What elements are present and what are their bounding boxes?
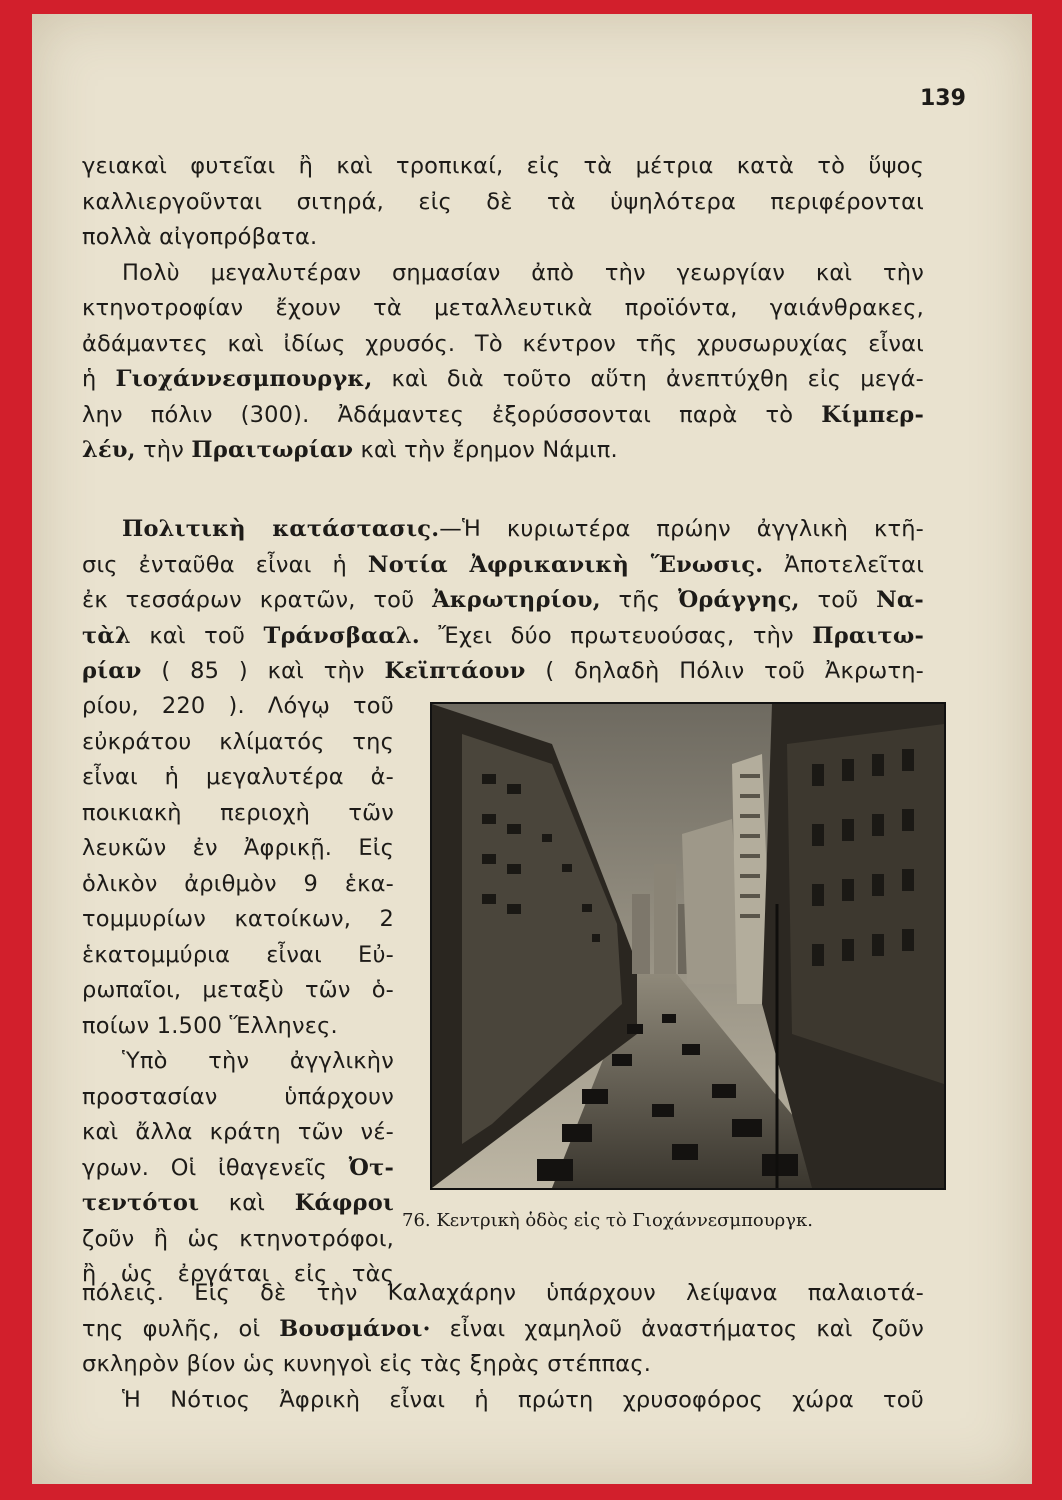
bold-term: λέυ, bbox=[82, 437, 136, 463]
text-line: ἐκ τεσσάρων κρατῶν, τοῦ Ἀκρωτηρίου, τῆς Ὀράγγης, τοῦ Να- bbox=[82, 587, 924, 613]
text-line: Ἡ Νότιος Ἀφρικὴ εἶναι ἡ πρώτη χρυσοφόρος χώρα τοῦ bbox=[122, 1386, 924, 1413]
bold-term: Κάφροι bbox=[294, 1190, 394, 1216]
text-line: ἢ ὡς ἐργάται εἰς τὰς bbox=[82, 1261, 394, 1287]
text-line: σκληρὸν βίον ὡς κυνηγοὶ εἰς τὰς ξηρὰς στέππας. bbox=[82, 1351, 652, 1377]
text-line: Πολὺ μεγαλυτέραν σημασίαν ἀπὸ τὴν γεωργίαν καὶ τὴν bbox=[122, 259, 924, 286]
text-line: εἶναι ἡ μεγαλυτέρα ἀ- bbox=[82, 764, 394, 790]
text-line: πολλὰ αἰγοπρόβατα. bbox=[82, 224, 318, 250]
bold-term: Ἀκρωτηρίου, bbox=[432, 587, 601, 613]
text-line: τομμυρίων κατοίκων, 2 bbox=[82, 906, 394, 932]
text-line: Πολιτικὴ κατάστασις.—Ἡ κυριωτέρα πρώην ἀγγλικὴ κτῆ- bbox=[122, 516, 925, 542]
bold-term: τεντότοι bbox=[82, 1190, 200, 1216]
text-line: κτηνοτροφίαν ἔχουν τὰ μεταλλευτικὰ προϊόντα, γαιάνθρακες, bbox=[82, 295, 924, 321]
text-line: ρίου, 220 ). Λόγῳ τοῦ bbox=[82, 693, 394, 719]
text-line: τεντότοι καὶ Κάφροι bbox=[82, 1190, 394, 1216]
text-block-bottom bbox=[82, 1276, 924, 1418]
text-line: ἀδάμαντες καὶ ἰδίως χρυσός. Τὸ κέντρον τῆς χρυσωρυχίας εἶναι bbox=[82, 330, 924, 357]
text-line: ζοῦν ἢ ὡς κτηνοτρόφοι, bbox=[82, 1225, 394, 1252]
bold-term: Τράνσβααλ. bbox=[263, 622, 420, 649]
bold-term: Ὀράγγης, bbox=[677, 587, 800, 613]
text-line: ποικιακὴ περιοχὴ τῶν bbox=[82, 799, 394, 826]
bold-term: Ὀτ- bbox=[348, 1154, 394, 1181]
text-line: της φυλῆς, οἱ Βουσμάνοι· εἶναι χαμηλοῦ ἀναστήματος καὶ ζοῦν bbox=[82, 1315, 924, 1342]
text-line: ἑκατομμύρια εἶναι Εὐ- bbox=[82, 941, 394, 968]
bold-term: Βουσμάνοι· bbox=[279, 1315, 431, 1342]
text-line: ποίων 1.500 Ἕλληνες. bbox=[82, 1012, 338, 1039]
bold-term: τὰλ bbox=[82, 622, 131, 649]
bold-term: ρίαν bbox=[82, 658, 142, 684]
bold-term: Κίμπερ- bbox=[821, 401, 924, 428]
text-line: γρων. Οἱ ἰθαγενεῖς Ὀτ- bbox=[82, 1154, 394, 1181]
section-heading: Πολιτικὴ κατάστασις. bbox=[122, 516, 440, 542]
street-photograph bbox=[430, 702, 946, 1190]
text-block-top bbox=[82, 149, 924, 469]
text-line: τὰλ καὶ τοῦ Τράνσβααλ. Ἔχει δύο πρωτευούσας, τὴν Πραιτω- bbox=[82, 622, 924, 649]
bold-term: Γιοχάννεσμπουργκ, bbox=[115, 366, 373, 392]
page-number: 139 bbox=[920, 86, 966, 111]
bold-term: Να- bbox=[876, 587, 924, 613]
text-line: εὐκράτου κλίματός της bbox=[82, 728, 394, 755]
text-block-politics bbox=[82, 512, 924, 690]
text-line: Ὑπὸ τὴν ἀγγλικὴν bbox=[122, 1048, 394, 1074]
text-line: ἡ Γιοχάννεσμπουργκ, καὶ διὰ τοῦτο αὕτη ἀνεπτύχθη εἰς μεγά- bbox=[82, 366, 924, 392]
text-line: ρίαν ( 85 ) καὶ τὴν Κεϊπτάουν ( δηλαδὴ Πόλιν τοῦ Ἀκρωτη- bbox=[82, 658, 924, 684]
text-line: σις ἐνταῦθα εἶναι ἡ Νοτία Ἀφρικανικὴ Ἕνωσις. Ἀποτελεῖται bbox=[82, 551, 925, 578]
text-column-narrow bbox=[82, 689, 394, 1293]
bold-term: Κεϊπτάουν bbox=[384, 658, 526, 684]
text-line: καὶ ἄλλα κράτη τῶν νέ- bbox=[82, 1119, 394, 1145]
text-line: λέυ, τὴν Πραιτωρίαν καὶ τὴν ἔρημον Νάμιπ. bbox=[82, 437, 618, 463]
bold-term: Πραιτωρίαν bbox=[191, 437, 354, 463]
text-line: καλλιεργοῦνται σιτηρά, εἰς δὲ τὰ ὑψηλότερα περιφέρονται bbox=[82, 188, 924, 215]
text-line: λην πόλιν (300). Ἀδάμαντες ἐξορύσσονται παρὰ τὸ Κίμπερ- bbox=[82, 401, 924, 428]
bold-term: Πραιτω- bbox=[812, 622, 924, 649]
text-line: λευκῶν ἐν Ἀφρικῇ. Εἰς bbox=[82, 835, 394, 861]
text-line: ὁλικὸν ἀριθμὸν 9 ἑκα- bbox=[82, 870, 394, 897]
street-scene-image bbox=[432, 704, 944, 1188]
figure-caption: 76. Κεντρικὴ ὁδὸς εἰς τὸ Γιοχάννεσμπουργκ. bbox=[402, 1210, 813, 1231]
text-line: πόλεις. Εἰς δὲ τὴν Καλαχάρην ὑπάρχουν λείψανα παλαιοτά- bbox=[82, 1280, 924, 1306]
text-line: ρωπαῖοι, μεταξὺ τῶν ὁ- bbox=[82, 977, 394, 1003]
bold-term: Νοτία Ἀφρικανικὴ Ἕνωσις. bbox=[367, 551, 764, 578]
text-line: γειακαὶ φυτεῖαι ἢ καὶ τροπικαί, εἰς τὰ μέτρια κατὰ τὸ ὕψος bbox=[82, 153, 924, 179]
book-page bbox=[32, 14, 1032, 1484]
text-line: προστασίαν ὑπάρχουν bbox=[82, 1083, 394, 1110]
